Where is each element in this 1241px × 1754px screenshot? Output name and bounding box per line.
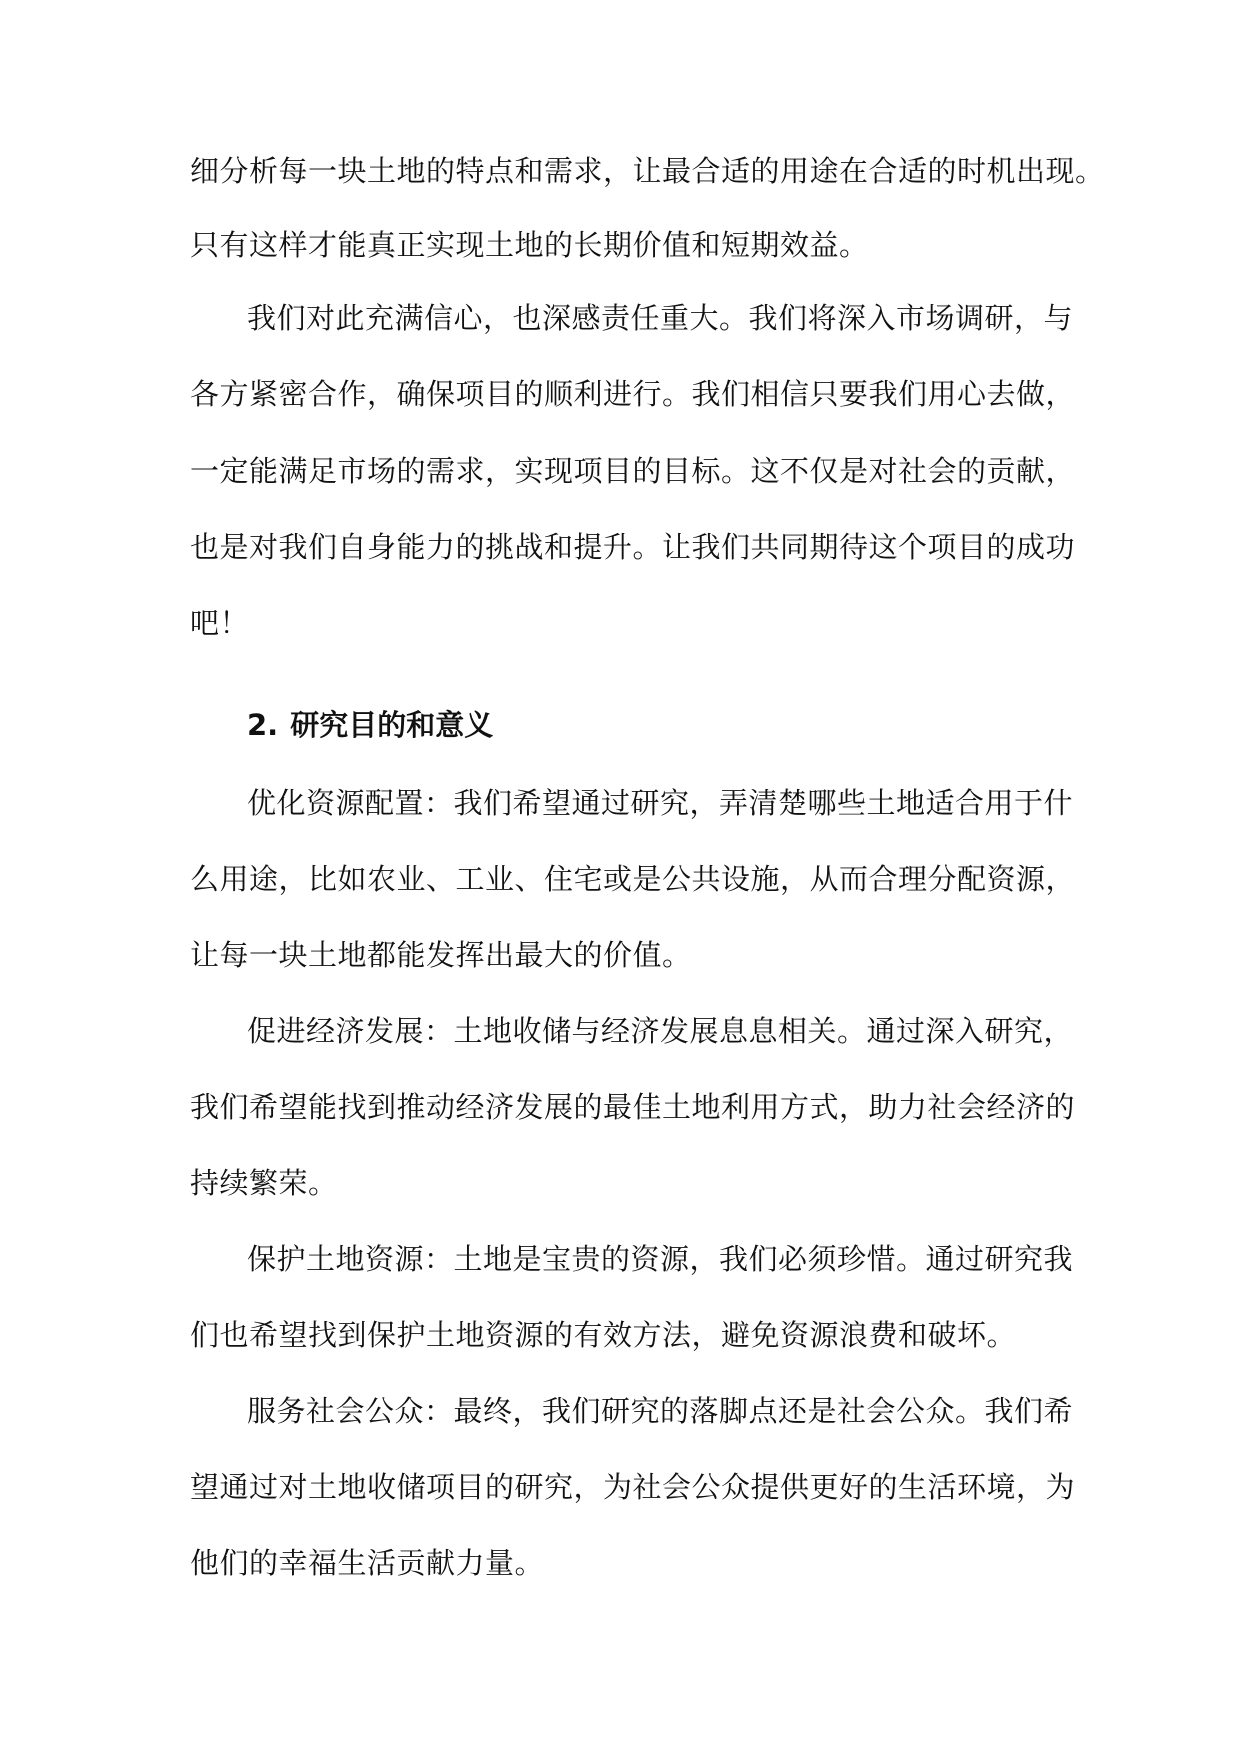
p5-line-1: 保护土地资源：土地是宝贵的资源，我们必须珍惜。通过研究我: [247, 1242, 1074, 1276]
section-heading: [247, 705, 493, 745]
p4-line-3: 持续繁荣。: [190, 1166, 338, 1200]
p6-line-1: 服务社会公众：最终，我们研究的落脚点还是社会公众。我们希: [247, 1394, 1074, 1428]
p3-line-1: 优化资源配置：我们希望通过研究，弄清楚哪些土地适合用于什: [247, 786, 1074, 820]
p2-line-1: 我们对此充满信心，也深感责任重大。我们将深入市场调研，与: [247, 301, 1074, 335]
p2-line-4: 也是对我们自身能力的挑战和提升。让我们共同期待这个项目的成功: [190, 530, 1076, 564]
p3-line-3: 让每一块土地都能发挥出最大的价值。: [190, 938, 692, 972]
p6-line-2: 望通过对土地收储项目的研究，为社会公众提供更好的生活环境，为: [190, 1470, 1076, 1504]
p2-line-3: 一定能满足市场的需求，实现项目的目标。这不仅是对社会的贡献，: [190, 454, 1076, 488]
section-title: 研究目的和意义: [290, 708, 494, 742]
section-number: 2.: [247, 708, 279, 742]
p2-line-2: 各方紧密合作，确保项目的顺利进行。我们相信只要我们用心去做，: [190, 377, 1076, 411]
p4-line-1: 促进经济发展：土地收储与经济发展息息相关。通过深入研究，: [247, 1014, 1074, 1048]
p4-line-2: 我们希望能找到推动经济发展的最佳土地利用方式，助力社会经济的: [190, 1090, 1076, 1124]
p6-line-3: 他们的幸福生活贡献力量。: [190, 1546, 545, 1580]
p3-line-2: 么用途，比如农业、工业、住宅或是公共设施，从而合理分配资源，: [190, 862, 1076, 896]
p5-line-2: 们也希望找到保护土地资源的有效方法，避免资源浪费和破坏。: [190, 1318, 1017, 1352]
p1-line-1: 细分析每一块土地的特点和需求，让最合适的用途在合适的时机出现。: [190, 154, 1105, 188]
p1-line-2: 只有这样才能真正实现土地的长期价值和短期效益。: [190, 228, 869, 262]
p2-line-5: 吧！: [190, 606, 250, 640]
